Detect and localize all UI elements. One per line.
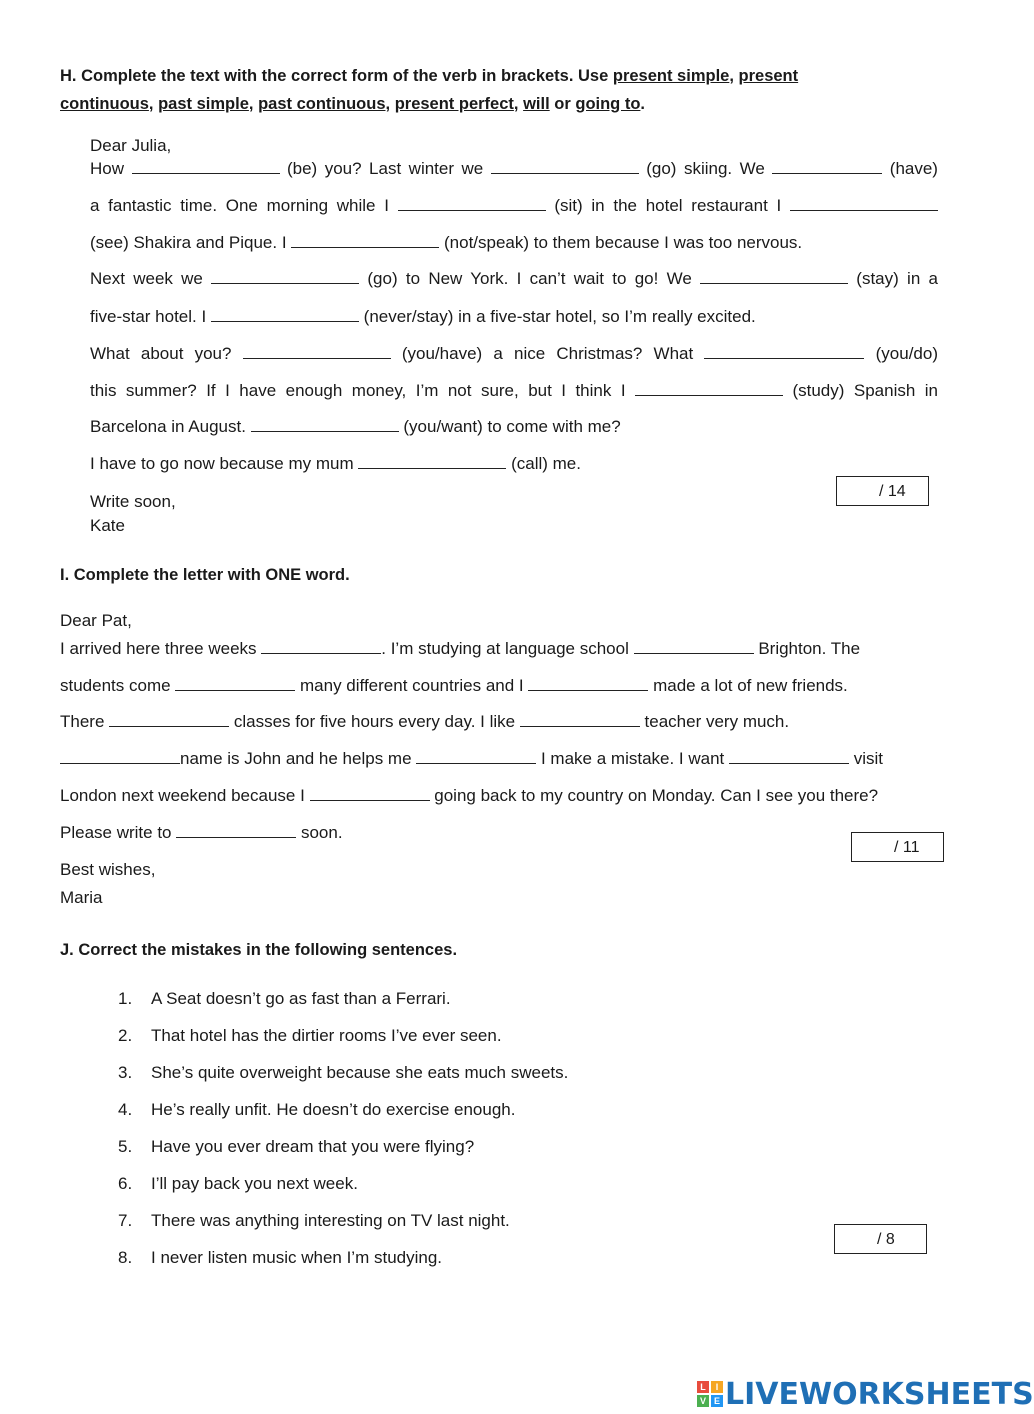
logo-letter: I — [711, 1381, 723, 1393]
blank-input[interactable] — [416, 749, 536, 764]
letter-h-closing: Write soon, — [90, 492, 176, 511]
list-item: 2. That hotel has the dirtier rooms I’ve ever seen. — [118, 1026, 502, 1045]
blank-input[interactable] — [175, 676, 295, 691]
blank-input[interactable] — [109, 712, 229, 727]
letter-h-line-1: How (be) you? Last winter we (go) skiing. We (have) — [90, 159, 938, 178]
letter-i-line-1: I arrived here three weeks . I’m studying at language school Brighton. The — [60, 639, 861, 658]
letter-h-line-7: this summer? If I have enough money, I’m not sure, but I think I (study) Spanish in — [90, 381, 939, 400]
blank-input[interactable] — [60, 749, 180, 764]
letter-h-line-3: (see) Shakira and Pique. I (not/speak) to them because I was too nervous. — [90, 233, 803, 252]
letter-h-line-4: Next week we (go) to New York. I can’t wait to go! We (stay) in a — [90, 269, 938, 288]
blank-input[interactable] — [291, 233, 439, 248]
section-i-heading: I. Complete the letter with ONE word. — [60, 566, 350, 584]
logo-wordmark: LIVEWORKSHEETS — [725, 1376, 1034, 1412]
letter-i-line-6: Please write to soon. — [60, 823, 343, 842]
list-item: 7. There was anything interesting on TV last night. — [118, 1211, 510, 1230]
tense-present-simple: present simple — [612, 67, 730, 85]
blank-input[interactable] — [398, 196, 546, 211]
list-item: 3. She’s quite overweight because she eats much sweets. — [118, 1063, 569, 1082]
letter-h-line-6: What about you? (you/have) a nice Christmas? What (you/do) — [90, 344, 938, 363]
letter-i-line-4: name is John and he helps me I make a mistake. I want visit — [60, 749, 883, 769]
letter-i-greeting: Dear Pat, — [60, 611, 132, 630]
score-box-j[interactable] — [834, 1224, 927, 1254]
score-j: / 8 — [877, 1231, 895, 1248]
blank-input[interactable] — [251, 417, 399, 432]
logo-letter: V — [697, 1395, 709, 1407]
logo-letter: E — [711, 1395, 723, 1407]
letter-h-signature: Kate — [90, 516, 125, 535]
blank-input[interactable] — [729, 749, 849, 764]
tense-present: present — [738, 67, 799, 85]
blank-input[interactable] — [211, 307, 359, 322]
tense-past-continuous: past continuous — [258, 95, 386, 113]
letter-i-line-2: students come many different countries and I made a lot of new friends. — [60, 676, 848, 695]
letter-i-line-3: There classes for five hours every day. I like teacher very much. — [60, 712, 790, 731]
tense-will: will — [523, 95, 550, 113]
letter-h-line-2: a fantastic time. One morning while I (sit) in the hotel restaurant I — [90, 196, 938, 216]
letter-h-line-8: Barcelona in August. (you/want) to come with me? — [90, 417, 621, 436]
list-item: 1. A Seat doesn’t go as fast than a Ferrari. — [118, 989, 451, 1008]
blank-input[interactable] — [491, 159, 639, 174]
blank-input[interactable] — [243, 344, 391, 359]
blank-input[interactable] — [635, 381, 783, 396]
blank-input[interactable] — [176, 823, 296, 838]
section-j-heading: J. Correct the mistakes in the following sentences. — [60, 941, 458, 959]
blank-input[interactable] — [790, 196, 938, 211]
mistakes-list — [118, 988, 568, 1284]
heading-h-prefix: H. Complete the text with the correct form of the verb in brackets. Use — [60, 67, 613, 85]
letter-h-line-5: five-star hotel. I (never/stay) in a five-star hotel, so I’m really excited. — [90, 307, 756, 326]
list-item: 5. Have you ever dream that you were flying? — [118, 1137, 475, 1156]
score-box-i[interactable] — [851, 832, 944, 862]
letter-h-greeting: Dear Julia, — [90, 136, 172, 155]
list-item: 6. I’ll pay back you next week. — [118, 1174, 358, 1193]
blank-input[interactable] — [704, 344, 864, 359]
score-h: / 14 — [879, 483, 906, 500]
blank-input[interactable] — [211, 269, 359, 284]
logo-mark-icon — [697, 1381, 723, 1407]
blank-input[interactable] — [310, 786, 430, 801]
blank-input[interactable] — [772, 159, 882, 174]
letter-h-line-9: I have to go now because my mum (call) me. — [90, 454, 581, 473]
blank-input[interactable] — [634, 639, 754, 654]
blank-input[interactable] — [520, 712, 640, 727]
section-h-heading: H. Complete the text with the correct form of the verb in brackets. Use present simple, present continuous, past simple, past continuous, present perfect, will or going to. — [60, 67, 799, 113]
list-item: 8. I never listen music when I’m studying. — [118, 1248, 443, 1267]
blank-input[interactable] — [261, 639, 381, 654]
letter-i-line-5: London next weekend because I going back to my country on Monday. Can I see you there? — [60, 786, 879, 805]
tense-present-perfect: present perfect — [394, 95, 514, 113]
logo-letter: L — [697, 1381, 709, 1393]
tense-continuous: continuous — [60, 95, 149, 113]
score-box-h[interactable] — [836, 476, 929, 506]
letter-i-signature: Maria — [60, 888, 103, 907]
letter-i-closing: Best wishes, — [60, 860, 156, 879]
blank-input[interactable] — [132, 159, 280, 174]
tense-going-to: going to — [575, 95, 641, 113]
blank-input[interactable] — [528, 676, 648, 691]
tense-past-simple: past simple — [158, 95, 249, 113]
blank-input[interactable] — [700, 269, 848, 284]
score-i: / 11 — [894, 839, 920, 856]
blank-input[interactable] — [358, 454, 506, 469]
list-item: 4. He’s really unfit. He doesn’t do exercise enough. — [118, 1100, 516, 1119]
liveworksheets-logo — [697, 1374, 1034, 1414]
